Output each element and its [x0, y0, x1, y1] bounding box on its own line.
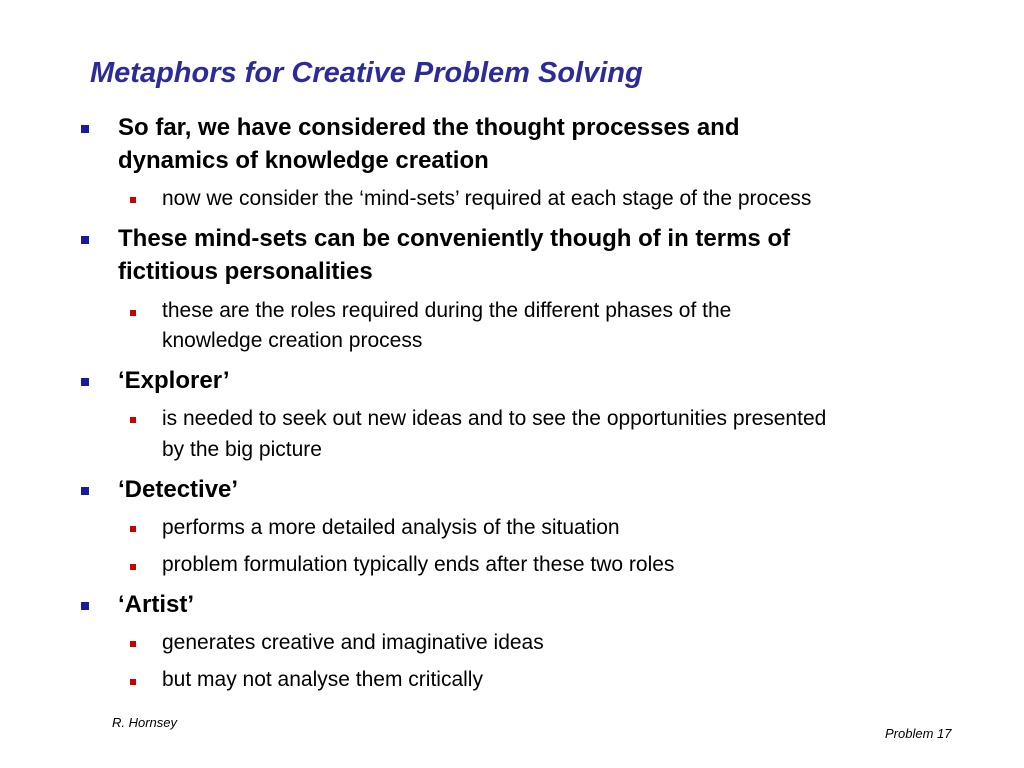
sub-bullet-text: by the big picture: [162, 438, 322, 461]
sub-bullet-text: performs a more detailed analysis of the situation: [162, 516, 620, 539]
bullet-text: ‘Explorer’: [118, 367, 230, 394]
sub-bullet-marker: [130, 679, 136, 685]
author-footer: R. Hornsey: [112, 715, 178, 730]
sub-bullet-text: now we consider the ‘mind-sets’ required at each stage of the process: [162, 187, 812, 210]
bullet-text: fictitious personalities: [118, 258, 373, 285]
bullet-marker: [81, 125, 89, 133]
bullet-text: So far, we have considered the thought processes and: [118, 114, 740, 141]
bullet-text: These mind-sets can be conveniently though of in terms of: [118, 225, 791, 252]
bullet-text: ‘Artist’: [118, 591, 195, 618]
sub-bullet-marker: [130, 564, 136, 570]
sub-bullet-marker: [130, 641, 136, 647]
bullet-marker: [81, 236, 89, 244]
bullet-text: ‘Detective’: [118, 476, 239, 503]
slide-number-footer: Problem 17: [885, 726, 952, 741]
sub-bullet-marker: [130, 526, 136, 532]
sub-bullet-text: is needed to seek out new ideas and to see the opportunities presented: [162, 407, 827, 430]
slide-title: Metaphors for Creative Problem Solving: [90, 57, 643, 89]
sub-bullet-marker: [130, 417, 136, 423]
sub-bullet-text: problem formulation typically ends after these two roles: [162, 553, 675, 576]
sub-bullet-text: but may not analyse them critically: [162, 668, 483, 691]
sub-bullet-text: knowledge creation process: [162, 329, 423, 352]
bullet-marker: [81, 487, 89, 495]
bullet-marker: [81, 602, 89, 610]
sub-bullet-marker: [130, 197, 136, 203]
sub-bullet-marker: [130, 310, 136, 316]
sub-bullet-text: generates creative and imaginative ideas: [162, 631, 544, 654]
bullet-marker: [81, 378, 89, 386]
bullet-text: dynamics of knowledge creation: [118, 147, 489, 174]
sub-bullet-text: these are the roles required during the different phases of the: [162, 299, 732, 322]
